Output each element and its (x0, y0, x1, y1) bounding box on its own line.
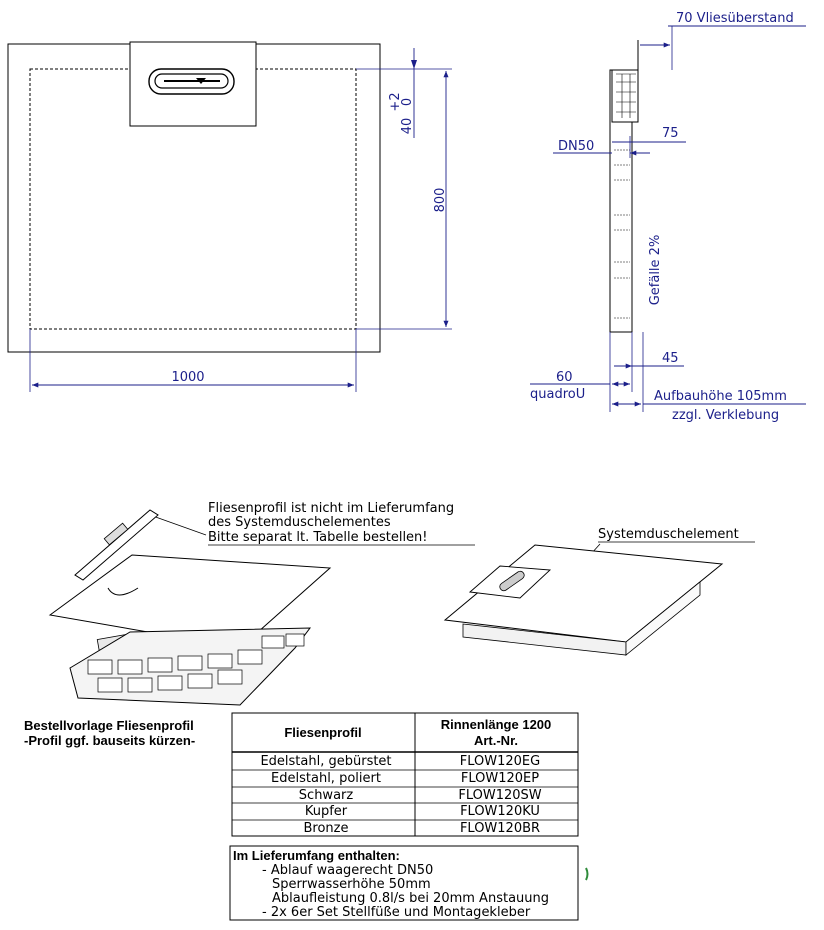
section-view (530, 11, 806, 423)
dim-45: 45 (662, 351, 679, 366)
table-header-article: Art.-Nr. (473, 733, 519, 748)
order-caption-2: -Profil ggf. bauseits kürzen- (24, 733, 196, 748)
dim-40: 40 (400, 117, 415, 135)
scope-line: - 2x 6er Set Stellfüße und Montagekleber (262, 905, 531, 920)
scope-title: Im Lieferumfang enthalten: (233, 848, 400, 863)
scope-line: Sperrwasserhöhe 50mm (272, 877, 431, 892)
label-quadrou: quadroU (530, 387, 586, 402)
table-row-article: FLOW120EP (460, 771, 540, 786)
plan-view (8, 42, 452, 392)
label-build-height: Aufbauhöhe 105mm (654, 389, 787, 404)
order-section (24, 713, 578, 836)
scope-line: - Ablauf waagerecht DN50 (262, 863, 434, 878)
table-row-profile: Kupfer (304, 804, 348, 819)
table-row-profile: Schwarz (298, 788, 354, 803)
dim-60: 60 (556, 370, 573, 385)
note-line-3: Bitte separat lt. Tabelle bestellen! (208, 530, 428, 545)
table-row-profile: Bronze (303, 821, 349, 836)
label-systemduschelement: Systemduschelement (598, 527, 739, 542)
table-header-length: Rinnenlänge 1200 (440, 717, 552, 732)
table-row-article: FLOW120SW (458, 788, 542, 803)
dim-tol-zero: 0 (400, 97, 415, 107)
scope-line: Ablaufleistung 0.8l/s bei 20mm Anstauung (272, 891, 549, 906)
label-plus-tiling: zzgl. Verklebung (672, 408, 780, 423)
label-fleece-overhang: 70 Vliesüberstand (676, 11, 794, 26)
dim-800: 800 (433, 187, 448, 213)
dim-tol-plus: +2 (388, 92, 403, 112)
label-dn50: DN50 (558, 139, 595, 154)
table-row-article: FLOW120EG (459, 754, 541, 769)
green-mark (586, 868, 588, 880)
table-row-article: FLOW120KU (460, 804, 540, 819)
label-slope: Gefälle 2% (648, 234, 663, 306)
scope-box (230, 846, 588, 920)
table-row-profile: Edelstahl, poliert (271, 771, 381, 786)
exploded-view (50, 501, 475, 705)
table-row-article: FLOW120BR (459, 821, 541, 836)
note-line-2: des Systemduschelementes (208, 515, 391, 530)
assembled-view (445, 527, 755, 655)
table-header-profile: Fliesenprofil (284, 725, 362, 740)
dim-1000: 1000 (171, 370, 205, 385)
dim-75: 75 (662, 126, 679, 141)
order-caption-1: Bestellvorlage Fliesenprofil (24, 718, 194, 733)
note-line-1: Fliesenprofil ist nicht im Lieferumfang (208, 501, 455, 516)
table-row-profile: Edelstahl, gebürstet (260, 754, 392, 769)
